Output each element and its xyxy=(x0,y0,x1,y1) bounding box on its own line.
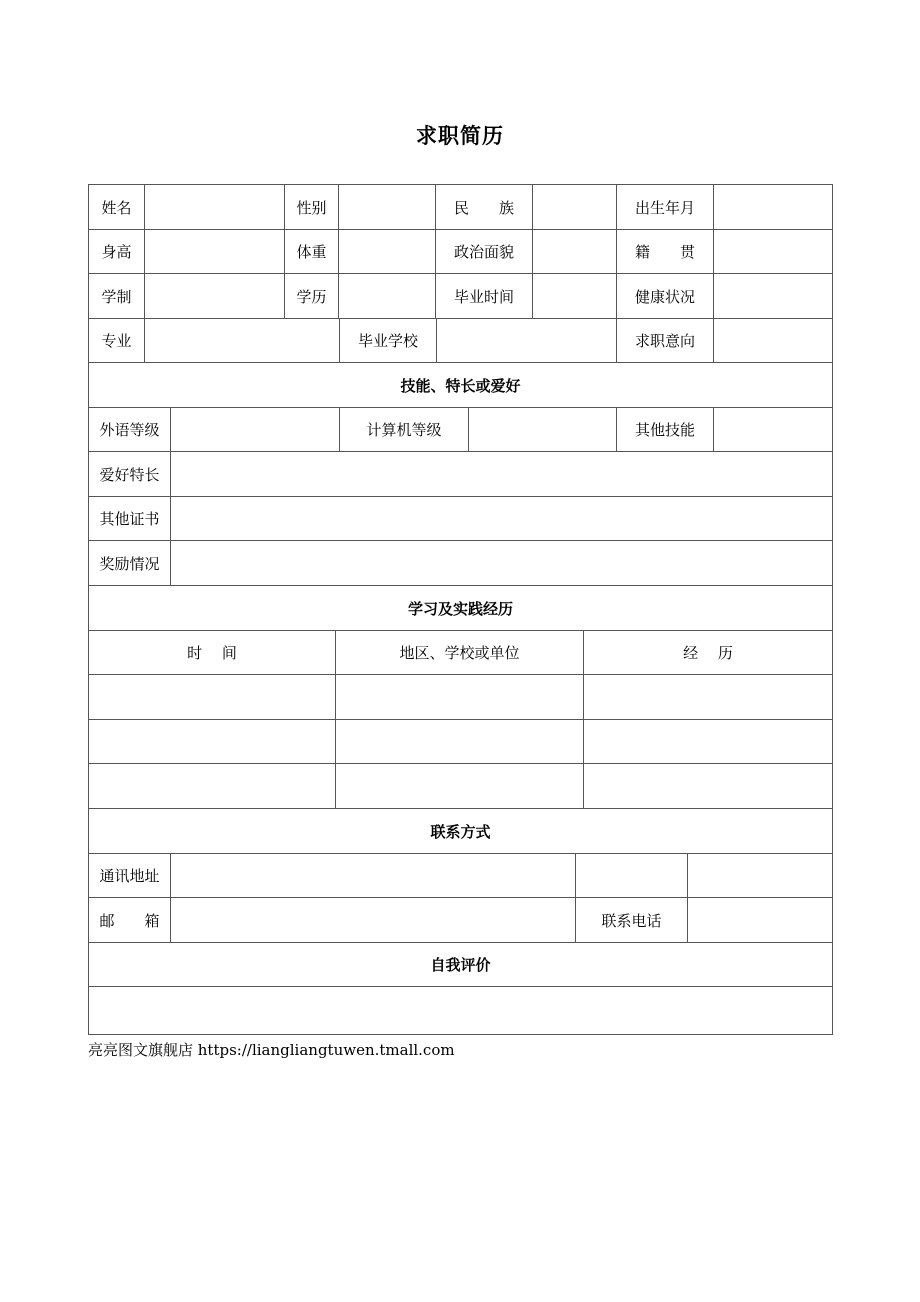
page-title: 求职简历 xyxy=(416,124,504,148)
computer-level-field[interactable] xyxy=(468,407,617,452)
education-field[interactable] xyxy=(338,273,436,319)
health-label: 健康状况 xyxy=(616,273,714,319)
birth-label: 出生年月 xyxy=(616,184,714,230)
other-skills-field[interactable] xyxy=(713,407,833,452)
job-intention-field[interactable] xyxy=(713,318,833,363)
address-label: 通讯地址 xyxy=(88,853,171,898)
schooling-field[interactable] xyxy=(144,273,285,319)
experience-col-time: 时 间 xyxy=(88,630,336,675)
experience-row-1-detail[interactable] xyxy=(583,674,833,720)
email-field[interactable] xyxy=(170,897,576,943)
self-evaluation-field[interactable] xyxy=(88,986,833,1035)
foreign-lang-label: 外语等级 xyxy=(88,407,171,452)
name-label: 姓名 xyxy=(88,184,145,230)
major-field[interactable] xyxy=(144,318,340,363)
hobbies-label: 爱好特长 xyxy=(88,451,171,497)
experience-row-2-time[interactable] xyxy=(88,719,336,764)
schooling-label: 学制 xyxy=(88,273,145,319)
self-evaluation-section-header: 自我评价 xyxy=(88,942,833,987)
school-field[interactable] xyxy=(436,318,617,363)
native-place-label: 籍 贯 xyxy=(616,229,714,274)
ethnicity-field[interactable] xyxy=(532,184,617,230)
awards-label: 奖励情况 xyxy=(88,540,171,586)
footer-shop-link[interactable]: 亮亮图文旗舰店 https://liangliangtuwen.tmall.com xyxy=(88,1041,455,1059)
graduation-time-label: 毕业时间 xyxy=(435,273,533,319)
certificates-label: 其他证书 xyxy=(88,496,171,541)
major-label: 专业 xyxy=(88,318,145,363)
ethnicity-label: 民 族 xyxy=(435,184,533,230)
birth-field[interactable] xyxy=(713,184,833,230)
experience-row-3-time[interactable] xyxy=(88,763,336,809)
experience-row-3-place[interactable] xyxy=(335,763,584,809)
education-label: 学历 xyxy=(284,273,339,319)
health-field[interactable] xyxy=(713,273,833,319)
experience-row-1-time[interactable] xyxy=(88,674,336,720)
gender-field[interactable] xyxy=(338,184,436,230)
political-field[interactable] xyxy=(532,229,617,274)
experience-section-header: 学习及实践经历 xyxy=(88,585,833,631)
weight-label: 体重 xyxy=(284,229,339,274)
contact-extra-field[interactable] xyxy=(687,853,833,898)
certificates-field[interactable] xyxy=(170,496,833,541)
phone-label: 联系电话 xyxy=(575,897,688,943)
job-intention-label: 求职意向 xyxy=(616,318,714,363)
school-label: 毕业学校 xyxy=(339,318,437,363)
hobbies-field[interactable] xyxy=(170,451,833,497)
computer-level-label: 计算机等级 xyxy=(339,407,469,452)
experience-col-place: 地区、学校或单位 xyxy=(335,630,584,675)
gender-label: 性别 xyxy=(284,184,339,230)
resume-table xyxy=(88,184,833,1035)
height-label: 身高 xyxy=(88,229,145,274)
weight-field[interactable] xyxy=(338,229,436,274)
contact-extra-label-cell xyxy=(575,853,688,898)
height-field[interactable] xyxy=(144,229,285,274)
other-skills-label: 其他技能 xyxy=(616,407,714,452)
experience-col-experience: 经 历 xyxy=(583,630,833,675)
skills-section-header: 技能、特长或爱好 xyxy=(88,362,833,408)
graduation-time-field[interactable] xyxy=(532,273,617,319)
email-label: 邮 箱 xyxy=(88,897,171,943)
experience-row-1-place[interactable] xyxy=(335,674,584,720)
address-field[interactable] xyxy=(170,853,576,898)
experience-row-3-detail[interactable] xyxy=(583,763,833,809)
foreign-lang-field[interactable] xyxy=(170,407,340,452)
experience-row-2-detail[interactable] xyxy=(583,719,833,764)
contact-section-header: 联系方式 xyxy=(88,808,833,854)
experience-row-2-place[interactable] xyxy=(335,719,584,764)
native-place-field[interactable] xyxy=(713,229,833,274)
awards-field[interactable] xyxy=(170,540,833,586)
phone-field[interactable] xyxy=(687,897,833,943)
name-field[interactable] xyxy=(144,184,285,230)
political-label: 政治面貌 xyxy=(435,229,533,274)
